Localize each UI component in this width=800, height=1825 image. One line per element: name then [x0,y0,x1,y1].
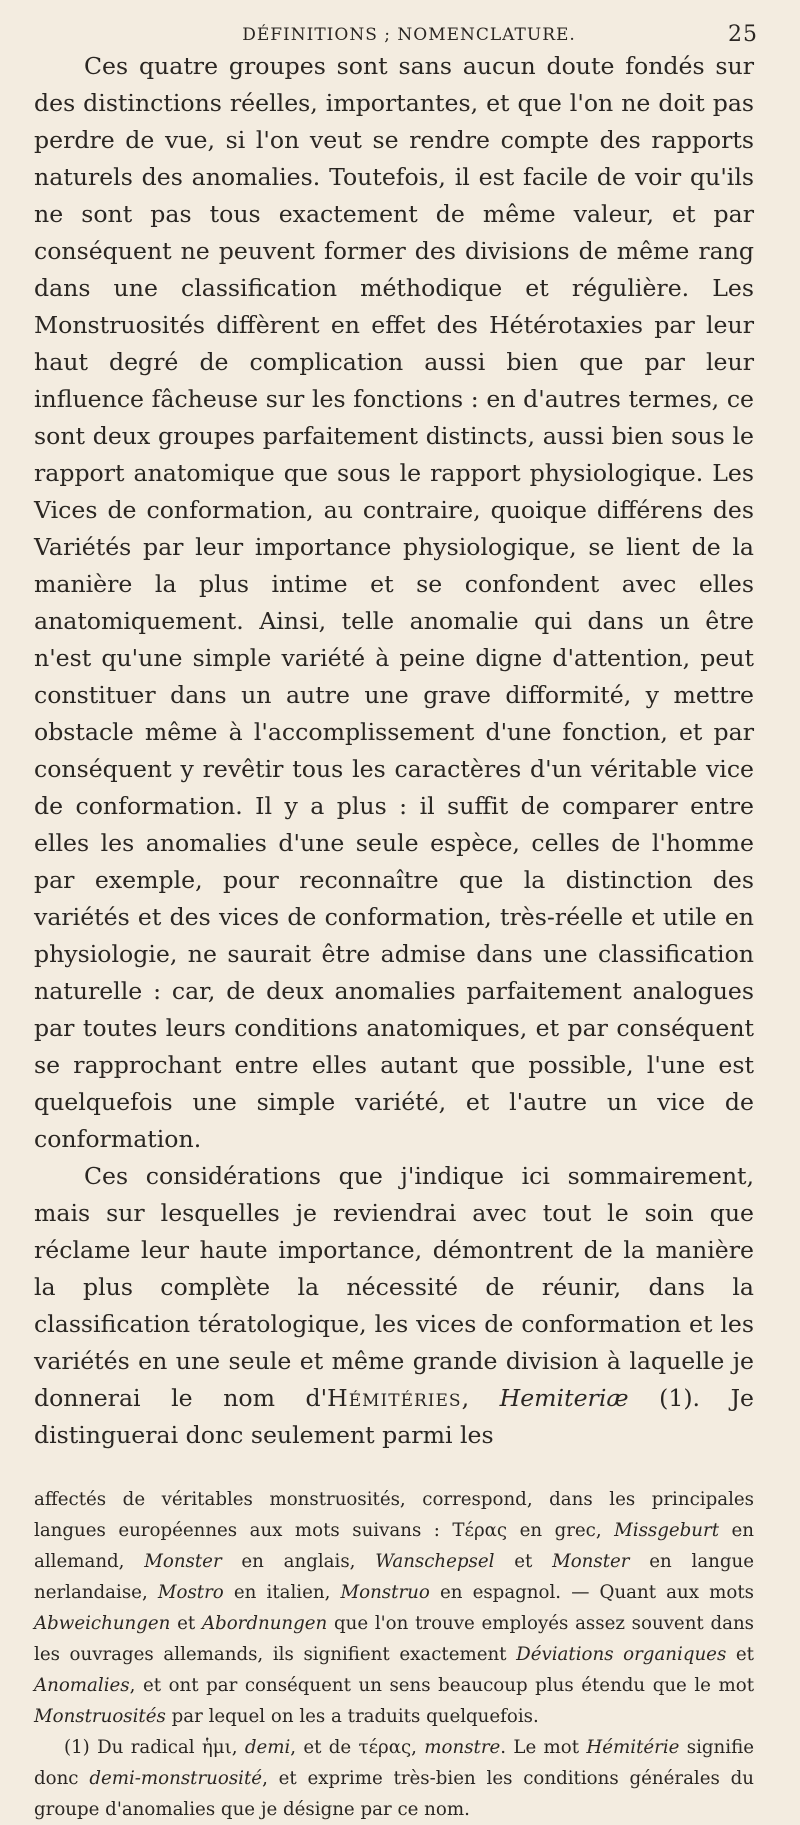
word-demi: demi [244,1737,291,1758]
word-hemiterie: Hémitérie [586,1737,680,1758]
term-hemiteriae: Hemiteriæ [499,1384,629,1412]
paragraph-2: Ces considérations que j'indique ici sommairement, mais sur lesquelles je reviendrai avec tout le soin que réclame leur haute importance, démontrent de la manière la plus complète la nécessité de réunir, dans la classification tératologique, les vices de conformation et les variétés en une seule et même grande division à laquelle je donnerai le nom d'Hémitéries, Hemiteriæ (1). Je distinguerai donc seulement parmi les [34,1162,755,1449]
running-head [64,22,758,48]
word-missgeburt: Missgeburt [614,1520,720,1541]
word-anomalies: Anomalies [34,1675,130,1696]
word-demi-monstruosite: demi-monstruosité [89,1768,263,1789]
word-deviations: Déviations organiques [516,1644,727,1665]
word-monstruosites: Monstruosités [34,1706,166,1727]
footnote-continuation: affectés de véritables monstruosités, correspond, dans les principales langues européennes aux mots suivans : Τέρας en grec, Missgeburt en allemand, Monster en anglais, Wanschepsel et Monster en langue nerlandaise, Mostro en italien, Monstruo en espagnol. — Quant aux mots Abweichungen et Abordnungen que l'on trouve employés assez souvent dans les ouvrages allemands, ils signifient exactement Déviations organiques et Anomalies, et ont par conséquent un sens beaucoup plus étendu que le mot Monstruosités par lequel on les a traduits quelquefois. [34,1489,755,1727]
paragraph-2-text: Ces considérations que j'indique ici sommairement, mais sur lesquelles je reviendrai avec tout le soin que réclame leur haute importance, démontrent de la manière la plus complète la nécessité de réunir, dans la classification tératologique, les vices de conformation et les variétés en une seule et même grande division à laquelle je donnerai le nom d' [34,1162,754,1412]
paragraph-1: Ces quatre groupes sont sans aucun doute fondés sur des distinctions réelles, importantes, et que l'on ne doit pas perdre de vue, si l'on veut se rendre compte des rapports naturels des anomalies. Toutefois, il est facile de voir qu'ils ne sont pas tous exactement de même valeur, et par conséquent ne peuvent former des divisions de même rang dans une classification méthodique et régulière. Les Monstruosités diffèrent en effet des Hétérotaxies par leur haut degré de complication aussi bien que par leur influence fâcheuse sur les fonctions : en d'autres termes, ce sont deux groupes parfaitement distincts, aussi bien sous le rapport anatomique que sous le rapport physiologique. Les Vices de conformation, au contraire, quoique différens des Variétés par leur importance physiologique, se lient de la manière la plus intime et se confondent avec elles anatomiquement. Ainsi, telle anomalie qui dans un être n'est qu'une simple variété à peine digne d'attention, peut constituer dans un autre une grave difformité, y mettre obstacle même à l'accomplissement d'une fonction, et par conséquent y revêtir tous les caractères d'un véritable vice de conformation. Il y a plus : il suffit de comparer entre elles les anomalies d'une seule espèce, celles de l'homme par exemple, pour reconnaître que la distinction des variétés et des vices de conformation, très-réelle et utile en physiologie, ne saurait être admise dans une classification naturelle : car, de deux anomalies parfaitement analogues par toutes leurs conditions anatomiques, et par conséquent se rapprochant entre elles autant que possible, l'une est quelquefois une simple variété, et l'autre un vice de conformation. [34,52,754,1153]
greek-teras-2: τέρας [358,1737,412,1758]
paragraph-2-end: (1). Je distinguerai donc seulement parmi les [34,1384,755,1449]
word-monster: Monster [144,1551,222,1572]
footnotes [34,1484,754,1825]
running-head-title: DÉFINITIONS ; NOMENCLATURE. [242,25,576,45]
page-number: 25 [728,22,758,47]
footnote-1: (1) Du radical ἡμι, demi, et de τέρας, monstre. Le mot Hémitérie signifie donc demi-monstruosité, et exprime très-bien les conditions générales du groupe d'anomalies que je désigne par ce nom. [34,1737,754,1820]
word-abweichungen: Abweichungen [34,1613,171,1634]
word-wanschepsel: Wanschepsel [375,1551,495,1572]
footnote-separator [34,1454,754,1484]
greek-teras: Τέρας [452,1520,508,1541]
word-mostro: Mostro [157,1582,224,1603]
word-monstruo: Monstruo [340,1582,430,1603]
word-abordnungen: Abordnungen [201,1613,328,1634]
main-text [34,48,754,1454]
word-monstre: monstre [424,1737,501,1758]
greek-hemi: ἡμι [201,1737,232,1758]
word-monster-nl: Monster [552,1551,630,1572]
term-hemiteries: Hémitéries [327,1384,462,1412]
